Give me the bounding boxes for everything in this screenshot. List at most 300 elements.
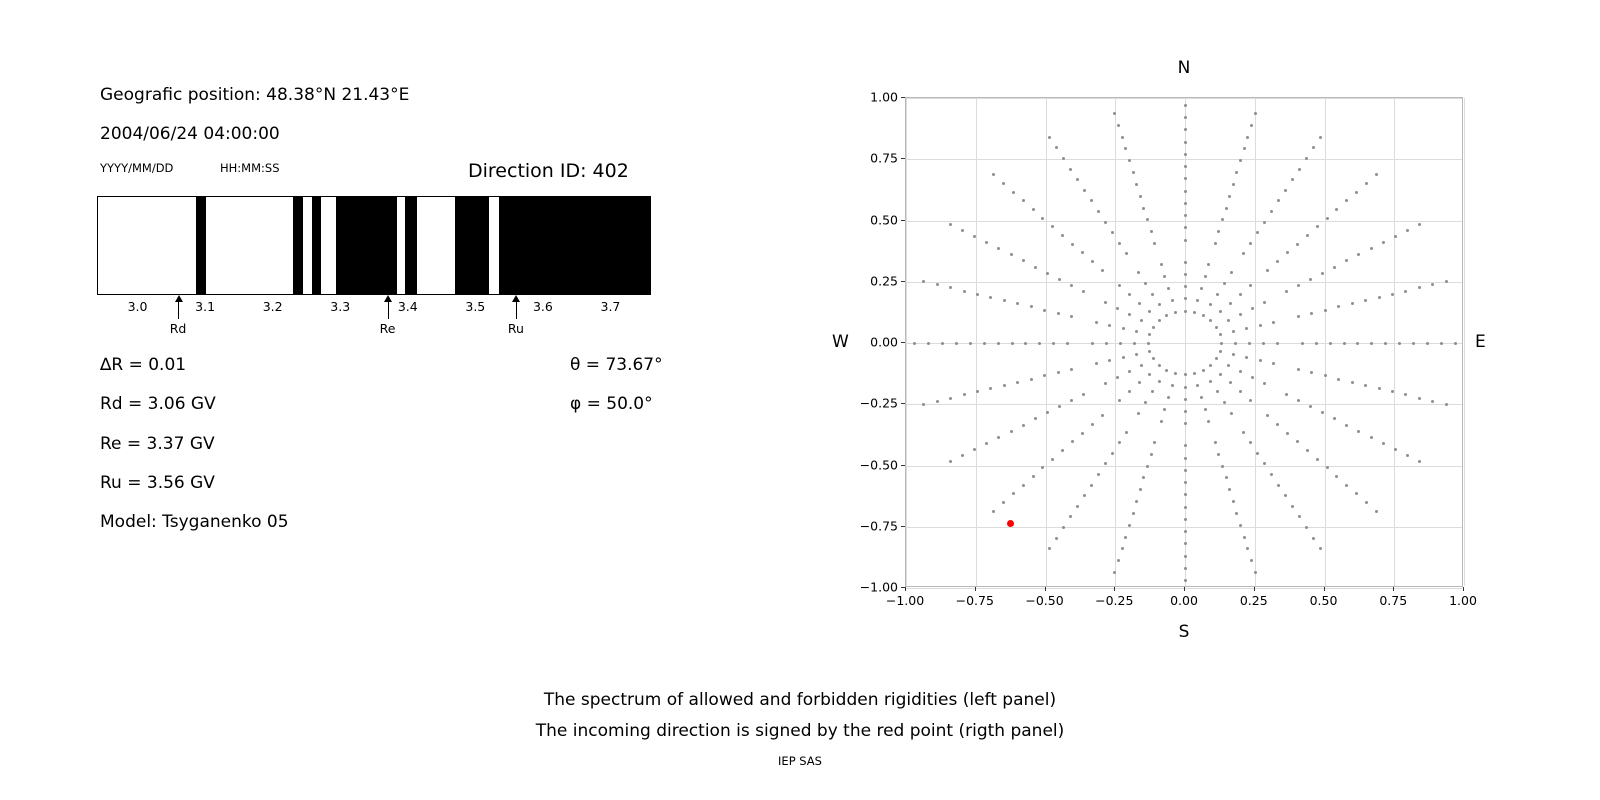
direction-dot [1319,136,1322,139]
direction-dot [1055,146,1058,149]
direction-dot [1309,405,1312,408]
direction-dot [1070,399,1073,402]
direction-dot [1184,165,1187,168]
direction-dot [1148,373,1151,376]
direction-dot [1171,384,1174,387]
direction-dot [1118,441,1121,444]
direction-dot [1223,282,1226,285]
direction-dot [1158,364,1161,367]
map-ytick-label: 0.50 [870,212,898,227]
direction-dot [1324,309,1327,312]
map-ytick-mark [901,220,905,221]
direction-dot [1090,199,1093,202]
theta-value: θ = 73.67° [570,355,663,375]
direction-dot [1351,302,1354,305]
direction-dot [1184,273,1187,276]
gridline-horizontal [906,343,1462,344]
direction-dot [1184,141,1187,144]
map-xtick-mark [1254,587,1255,591]
direction-dot [1184,214,1187,217]
direction-dot [1370,436,1373,439]
spectrum-marker-label: Ru [507,321,524,336]
direction-dot [1147,342,1150,345]
direction-dot [1171,299,1174,302]
direction-dot [1070,315,1073,318]
direction-dot [1221,465,1224,468]
direction-dot [1209,319,1212,322]
direction-dot [1128,390,1131,393]
gridline-horizontal [906,527,1462,528]
direction-dot [1062,526,1065,529]
gridline-vertical [906,98,907,586]
credit-label: IEP SAS [778,754,822,768]
direction-dot [1125,252,1128,255]
direction-dot [1378,387,1381,390]
direction-dot [1418,397,1421,400]
direction-dot [1138,302,1141,305]
spectrum-axis [97,295,651,355]
map-xtick-label: −0.50 [1025,593,1064,608]
direction-dot [1184,469,1187,472]
direction-dot [1081,251,1084,254]
direction-dot [1108,359,1111,362]
direction-dot [1097,473,1100,476]
direction-dot [1137,271,1140,274]
spectrum-plot-area [97,196,651,295]
direction-dot [1184,202,1187,205]
direction-dot [989,296,992,299]
direction-dot [1259,359,1262,362]
direction-dot [1048,547,1051,550]
direction-dot [1291,505,1294,508]
direction-dot [1151,293,1154,296]
direction-dot [1404,393,1407,396]
map-xtick-label: 0.75 [1379,593,1408,608]
direction-dot [1051,458,1054,461]
gridline-horizontal [906,221,1462,222]
direction-dot [1251,307,1254,310]
direction-dot [1082,393,1085,396]
direction-dot [1235,171,1238,174]
forbidden-band [405,197,416,294]
direction-dot [1152,357,1155,360]
forbidden-band [293,197,303,294]
direction-dot [1142,207,1145,210]
direction-dot [1184,177,1187,180]
direction-dot [1404,290,1407,293]
direction-dot [989,387,992,390]
direction-dot [1418,223,1421,226]
direction-dot [1296,243,1299,246]
direction-dot [1276,260,1279,263]
direction-dot [1184,239,1187,242]
direction-dot [1256,452,1259,455]
direction-dot [1239,159,1242,162]
map-ytick-mark [901,281,905,282]
direction-dot [1296,440,1299,443]
direction-dot [1286,251,1289,254]
direction-dot [1219,350,1222,353]
direction-dot [1034,266,1037,269]
direction-dot [1249,399,1252,402]
direction-dot [1010,253,1013,256]
direction-dot [1254,112,1257,115]
direction-dot [1046,411,1049,414]
direction-dot [1227,364,1230,367]
direction-dot [1234,342,1237,345]
direction-dot [1016,302,1019,305]
direction-dot [1364,299,1367,302]
direction-dot [1384,342,1387,345]
direction-dot [1151,390,1154,393]
direction-dot [1153,242,1156,245]
direction-dot [1125,431,1128,434]
direction-dot [1382,442,1385,445]
direction-dot [1184,310,1187,313]
direction-dot [1091,342,1094,345]
direction-dot [1140,364,1143,367]
direction-dot [1445,280,1448,283]
direction-dot [1071,243,1074,246]
direction-dot [1071,440,1074,443]
direction-dot [1128,159,1131,162]
direction-dot [1351,381,1354,384]
direction-dot [1184,190,1187,193]
map-xtick-mark [1184,587,1185,591]
direction-dot [1184,444,1187,447]
direction-dot [1117,559,1120,562]
direction-dot [1394,235,1397,238]
direction-dot [913,342,916,345]
gridline-horizontal [906,466,1462,467]
direction-dot [1329,342,1332,345]
direction-dot [1406,454,1409,457]
direction-dot [1012,191,1015,194]
direction-dot [1012,492,1015,495]
direction-dot [1144,282,1147,285]
direction-dot [1263,221,1266,224]
rd-value: Rd = 3.06 GV [100,394,216,414]
gridline-vertical [1185,98,1186,586]
direction-dot [1184,104,1187,107]
forbidden-band [312,197,321,294]
direction-dot [1184,518,1187,521]
direction-dot [1124,536,1127,539]
direction-dot [1232,330,1235,333]
direction-dot [1375,510,1378,513]
direction-dot [1431,283,1434,286]
direction-dot [1357,253,1360,256]
gridline-vertical [1325,98,1326,586]
direction-dot [1306,449,1309,452]
direction-dot [1215,326,1218,329]
selected-direction-point [1007,520,1014,527]
direction-dot [1167,287,1170,290]
map-ytick-label: 0.25 [870,273,898,289]
direction-dot [997,342,1000,345]
direction-dot [1058,278,1061,281]
direction-dot [941,342,944,345]
direction-dot [1105,342,1108,345]
direction-dot [1090,484,1093,487]
direction-dot [963,290,966,293]
direction-dot [1069,168,1072,171]
direction-dot [936,400,939,403]
date-format-label: YYYY/MM/DD [100,161,174,175]
direction-dot [1309,278,1312,281]
direction-dot [1276,342,1279,345]
map-ytick-mark [901,97,905,98]
direction-dot [1002,182,1005,185]
spectrum-marker-label: Rd [169,321,187,336]
direction-dot [1301,342,1304,345]
direction-dot [1051,225,1054,228]
map-ytick-label: 1.00 [870,89,898,105]
spectrum-xtick-label: 3.6 [532,299,553,314]
direction-dot [1003,299,1006,302]
direction-dot [1245,356,1248,359]
direction-dot [997,247,1000,250]
direction-dot [1133,342,1136,345]
forbidden-band [196,197,206,294]
direction-dot [949,397,952,400]
direction-dot [1104,221,1107,224]
direction-dot [1184,386,1187,389]
direction-dot [1101,414,1104,417]
direction-dot [1312,146,1315,149]
arrow-stem [516,297,517,319]
direction-dot [1370,247,1373,250]
direction-dot [1321,272,1324,275]
map-ytick-label: 0.75 [870,150,898,166]
direction-dot [1135,183,1138,186]
direction-dot [1091,423,1094,426]
direction-dot [1216,390,1219,393]
direction-dot [1095,321,1098,324]
direction-dot [983,342,986,345]
direction-dot [1378,296,1381,299]
direction-dot [1345,259,1348,262]
map-ytick-mark [901,158,905,159]
forbidden-band [499,197,651,294]
direction-dot [1081,432,1084,435]
direction-dot [1306,234,1309,237]
direction-dot [1118,284,1121,287]
direction-dot [1184,530,1187,533]
direction-dot [1058,405,1061,408]
direction-dot [1184,579,1187,582]
direction-dot [1140,319,1143,322]
direction-dot [1132,512,1135,515]
map-xtick-label: 0.00 [1170,593,1198,608]
direction-dot [1445,403,1448,406]
direction-dot [1249,242,1252,245]
direction-dot [1135,330,1138,333]
forbidden-band [455,197,489,294]
ru-value: Ru = 3.56 GV [100,473,215,493]
spectrum-xtick-label: 3.7 [600,299,621,314]
direction-dot [992,173,995,176]
direction-dot [1335,475,1338,478]
direction-dot [1220,342,1223,345]
direction-dot [1174,372,1177,375]
direction-dot [1248,342,1251,345]
direction-dot [1184,555,1187,558]
direction-dot [1148,333,1151,336]
direction-dot [1276,423,1279,426]
spectrum-marker-label: Re [379,321,396,336]
direction-dot [1055,537,1058,540]
direction-dot [949,460,952,463]
direction-dot [969,342,972,345]
compass-label-east: E [1475,332,1486,352]
direction-dot [1184,506,1187,509]
direction-dot [1286,432,1289,435]
map-ytick-label: −0.50 [859,457,898,472]
direction-dot [1158,319,1161,322]
direction-dot [1111,452,1114,455]
map-xtick-label: 0.50 [1309,593,1338,608]
direction-dot [1239,293,1242,296]
gridline-horizontal [906,159,1462,160]
direction-dot [1230,271,1233,274]
arrow-stem [388,297,389,319]
direction-dot [1076,178,1079,181]
direction-dot [1196,299,1199,302]
direction-dot [1196,384,1199,387]
direction-dot [1298,168,1301,171]
direction-dot [1235,512,1238,515]
direction-dot [1225,476,1228,479]
direction-dot [1219,333,1222,336]
direction-dot [1184,261,1187,264]
direction-dot [1128,313,1131,316]
direction-dot [961,454,964,457]
direction-dot [1148,310,1151,313]
direction-dot [1454,342,1457,345]
direction-dot [1202,314,1205,317]
map-xtick-mark [1393,587,1394,591]
direction-dot [1262,342,1265,345]
model-value: Model: Tsyganenko 05 [100,512,289,532]
compass-label-north: N [1177,58,1191,78]
direction-dot [1246,547,1249,550]
direction-dot [1057,371,1060,374]
direction-dot [1022,484,1025,487]
map-ytick-mark [901,342,905,343]
direction-dot [1418,286,1421,289]
direction-dot [1207,420,1210,423]
direction-dot [1032,208,1035,211]
figure-caption [0,685,1600,747]
direction-dot [1207,263,1210,266]
direction-dot [1305,526,1308,529]
direction-dot [1150,230,1153,233]
gridline-vertical [1115,98,1116,586]
direction-dot [1095,362,1098,365]
map-xtick-label: −0.25 [1095,593,1134,608]
direction-dot [1291,178,1294,181]
map-ytick-label: −0.75 [859,518,898,534]
direction-dot [1319,547,1322,550]
direction-dot [1345,484,1348,487]
direction-dot [1117,124,1120,127]
forbidden-band [336,197,397,294]
time-format-label: HH:MM:SS [220,161,280,175]
direction-dot [1214,242,1217,245]
direction-dot [1184,226,1187,229]
direction-dot [1184,128,1187,131]
caption-line-1: The spectrum of allowed and forbidden rigidities (left panel) [543,690,1057,710]
direction-dot [1305,157,1308,160]
direction-dot [1239,370,1242,373]
direction-dot [1003,384,1006,387]
direction-dot [1270,473,1273,476]
direction-dot [1150,453,1153,456]
direction-dot [1272,362,1275,365]
direction-dot [1101,269,1104,272]
direction-dot [1132,171,1135,174]
direction-dot [1052,342,1055,345]
direction-dot [1249,284,1252,287]
direction-dot [1204,408,1207,411]
direction-dot [1061,234,1064,237]
direction-id-label: Direction ID: 402 [468,160,629,182]
direction-dot [1163,408,1166,411]
direction-dot [1256,231,1259,234]
direction-dot [1239,390,1242,393]
direction-dot [1250,124,1253,127]
direction-dot [1249,441,1252,444]
direction-dot [1146,465,1149,468]
gridline-horizontal [906,98,1462,99]
datetime-label: 2004/06/24 04:00:00 [100,124,280,144]
direction-dot [1034,417,1037,420]
direction-dot [1239,313,1242,316]
map-ytick-mark [901,403,905,404]
spectrum-xtick-label: 3.1 [195,299,216,314]
direction-dot [1022,259,1025,262]
direction-dot [1184,398,1187,401]
direction-dot [1343,342,1346,345]
map-ytick-label: −0.25 [859,395,898,411]
compass-label-south: S [1178,622,1190,642]
direction-dot [1243,147,1246,150]
direction-dot [1239,524,1242,527]
direction-dot [1091,260,1094,263]
direction-dot [1412,342,1415,345]
direction-dot [927,342,930,345]
direction-dot [1119,342,1122,345]
direction-dot [1426,342,1429,345]
direction-dot [1355,191,1358,194]
phi-value: φ = 50.0° [570,394,653,414]
direction-dot [1297,368,1300,371]
direction-dot [1184,542,1187,545]
direction-dot [1398,342,1401,345]
direction-dot [1326,466,1329,469]
direction-dot [1251,376,1254,379]
direction-dot [1365,501,1368,504]
direction-dot [1254,571,1257,574]
direction-dot [1217,453,1220,456]
direction-dot [1326,217,1329,220]
direction-dot [1148,350,1151,353]
direction-dot [1128,293,1131,296]
direction-dot [1083,189,1086,192]
direction-dot [1277,484,1280,487]
direction-dot [1061,449,1064,452]
